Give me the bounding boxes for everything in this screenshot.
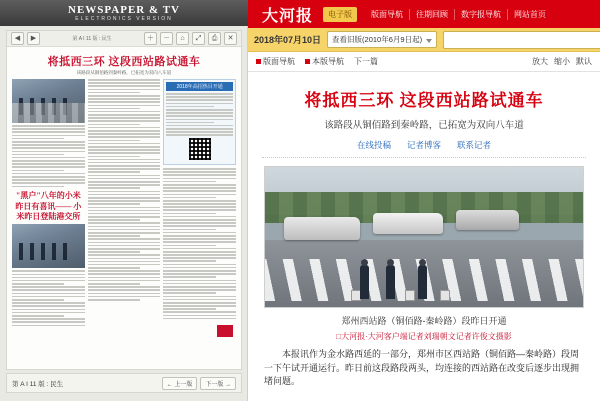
preview-masthead — [0, 0, 248, 26]
zoom-in-button[interactable]: 放大 — [532, 57, 548, 66]
article-links — [262, 139, 586, 158]
preview-subhead: 该路段从铜佰路到秦岭路，已拓宽为双向八车道 — [76, 70, 172, 75]
header-nav — [365, 9, 552, 20]
photo-car — [373, 213, 443, 234]
site-header — [248, 0, 600, 28]
article-panel — [248, 0, 600, 401]
newspaper-column-2 — [88, 79, 161, 328]
newspaper-body — [7, 47, 241, 353]
photo-bucket — [351, 290, 361, 301]
photo-car — [284, 217, 360, 239]
subnav-layout-nav-label: 版面导航 — [263, 57, 295, 66]
prev-page-button[interactable]: ← 上一版 — [162, 377, 198, 390]
photo-worker — [386, 265, 395, 299]
square-bullet-icon — [305, 59, 310, 64]
print-icon[interactable]: ⎙ — [208, 32, 221, 45]
edition-select[interactable]: 查看旧版(2010年6月9日起) — [327, 31, 437, 48]
contact-reporter-link[interactable]: 联系记者 — [457, 140, 492, 150]
newspaper-sidebox — [163, 79, 236, 165]
text-block — [12, 125, 85, 187]
site-logo[interactable]: 大河报 — [262, 7, 314, 25]
footer-page-label: 第 A I 11 版 : 民生 — [12, 380, 64, 388]
newspaper-preview-panel — [0, 0, 248, 401]
masthead-title: NEWSPAPER & TV — [68, 4, 180, 16]
newspaper-column-1 — [12, 79, 85, 328]
sidebox-title: 2018年高招热目开通 — [166, 82, 233, 91]
newspaper-columns — [12, 79, 236, 328]
next-page-icon[interactable]: ▶ — [27, 32, 40, 45]
preview-footer — [6, 373, 242, 393]
reporter-blog-link[interactable]: 记者博客 — [406, 140, 441, 150]
search-input[interactable] — [443, 31, 600, 49]
subnav-page-nav[interactable] — [305, 56, 344, 67]
newspaper-photo-secondary — [12, 224, 85, 268]
next-page-button[interactable]: 下一版 → — [200, 377, 236, 390]
newspaper-page-image[interactable] — [6, 30, 242, 370]
submit-link[interactable]: 在线投稿 — [356, 140, 391, 150]
article-subnav — [248, 52, 600, 72]
article-content — [248, 72, 600, 389]
nav-item-digital[interactable]: 数字报导航 — [455, 9, 508, 20]
text-block — [163, 168, 236, 319]
preview-headline: 将抵西三环 这段西站路试通车 — [47, 56, 201, 68]
text-block — [88, 79, 161, 301]
text-block — [12, 270, 85, 326]
nav-item-home[interactable]: 网站首页 — [514, 9, 547, 19]
current-date: 2018年07月10日 — [254, 35, 322, 45]
newspaper-photo-road — [12, 79, 85, 123]
photo-car — [456, 210, 520, 230]
square-bullet-icon — [256, 59, 261, 64]
newspaper-column-3 — [163, 79, 236, 328]
text-block — [166, 93, 233, 136]
photo-bucket — [440, 290, 450, 301]
date-toolbar — [248, 28, 600, 52]
photo-worker — [360, 265, 369, 299]
page-color-mark — [217, 325, 233, 337]
zoom-out-button[interactable]: 缩小 — [554, 57, 570, 66]
subnav-page-nav-label: 本版导航 — [312, 57, 344, 66]
preview-sub-headline: "黑户"八年的小米昨日有喜讯—— 小米昨日登陆港交所 — [15, 191, 82, 221]
photo-worker — [418, 265, 427, 299]
article-subtitle: 该路段从铜佰路到秦岭路，已拓宽为双向八车道 — [324, 120, 524, 131]
article-body: 本报讯作为金水路西延的一部分，郑州市区西站路（铜佰路—秦岭路）段周一下午试开通运行。昨日前这段路段两头，均连接的西站路在改变后逐步出现拥堵问题。 — [264, 349, 580, 386]
article-photo — [264, 166, 584, 308]
fullscreen-icon[interactable]: ⤢ — [192, 32, 205, 45]
zoom-default-button[interactable]: 默认 — [576, 57, 592, 66]
preview-toolbar — [7, 31, 241, 47]
zoom-in-icon[interactable]: ＋ — [144, 32, 157, 45]
article-title: 将抵西三环 这段西站路试通车 — [304, 91, 544, 110]
preview-page-label: 第 A I 11 版 : 民生 — [72, 36, 112, 42]
prev-page-icon[interactable]: ◀ — [11, 32, 24, 45]
masthead-subtitle: ELECTRONICS VERSION — [75, 16, 173, 22]
photo-caption: 郑州西站路（铜佰路-秦岭路）段昨日开通 — [341, 316, 507, 326]
nav-item-archive[interactable]: 往期回顾 — [410, 9, 455, 20]
nav-item-layout[interactable]: 版面导航 — [365, 9, 410, 20]
close-icon[interactable]: ✕ — [224, 32, 237, 45]
subnav-layout-nav[interactable] — [256, 56, 295, 67]
photo-credit: □大河报·大河客户端记者刘瑞朝文记者许俊文摄影 — [336, 332, 512, 341]
zoom-controls — [532, 56, 592, 67]
photo-bucket — [405, 290, 415, 301]
qr-code-icon — [189, 138, 211, 160]
home-icon[interactable]: ⌂ — [176, 32, 189, 45]
zoom-out-icon[interactable]: － — [160, 32, 173, 45]
epaper-badge: 电子版 — [323, 7, 357, 22]
next-article-link[interactable]: 下一篇 — [354, 57, 378, 66]
